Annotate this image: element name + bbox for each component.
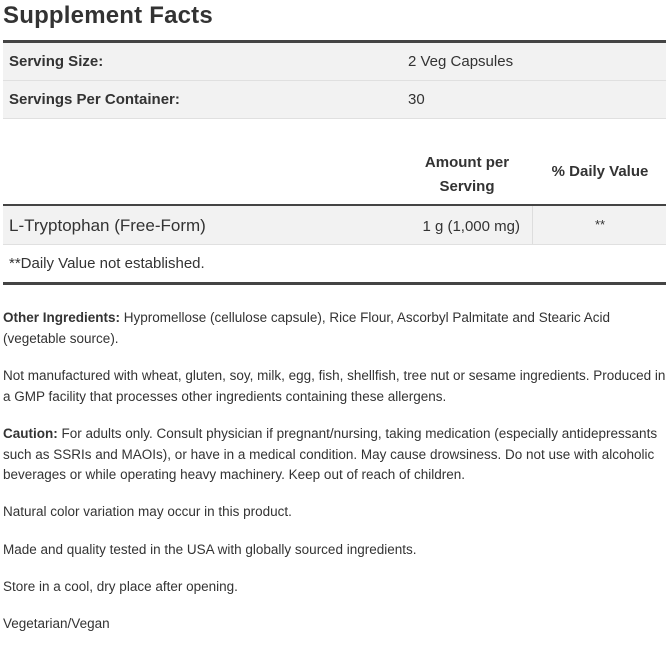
serving-size-label: Serving Size: bbox=[9, 53, 104, 70]
nutrient-row bbox=[3, 206, 666, 245]
table-header bbox=[3, 146, 666, 204]
color-variation-note: Natural color variation may occur in this product. bbox=[3, 504, 292, 520]
spacer bbox=[3, 119, 666, 146]
footnote-row bbox=[3, 245, 666, 282]
supplement-facts-title: Supplement Facts bbox=[3, 2, 213, 29]
caution-text: For adults only. Consult physician if pregnant/nursing, taking medication (especially antidepressants such as SSRIs and MAOIs), or have in a medical condition. May cause drowsiness. Do not use with alcoholic beverages or while operating heavy machinery. Keep out of reach of children. bbox=[3, 425, 658, 483]
daily-value-footnote: **Daily Value not established. bbox=[9, 255, 205, 272]
allergen-statement: Not manufactured with wheat, gluten, soy, milk, egg, fish, shellfish, tree nut or sesame ingredients. Produced in a GMP facility that processes other ingredients containing these allergens. bbox=[3, 367, 666, 404]
nutrient-amount: 1 g (1,000 mg) bbox=[422, 218, 520, 235]
nutrient-daily-value: ** bbox=[594, 217, 606, 232]
diet-note: Vegetarian/Vegan bbox=[3, 616, 110, 632]
storage-note: Store in a cool, dry place after opening. bbox=[3, 578, 238, 594]
amount-header-line1: Amount per bbox=[424, 154, 510, 171]
column-divider bbox=[532, 206, 533, 244]
daily-value-header: % Daily Value bbox=[551, 163, 649, 180]
made-in-usa-note: Made and quality tested in the USA with globally sourced ingredients. bbox=[3, 541, 417, 557]
servings-per-container-row bbox=[3, 81, 666, 119]
caution-statement bbox=[3, 424, 667, 486]
amount-header-line2: Serving bbox=[439, 178, 495, 195]
supplement-facts-panel bbox=[3, 40, 666, 285]
other-ingredients bbox=[3, 308, 667, 349]
product-notes bbox=[3, 308, 667, 651]
nutrient-name: L-Tryptophan (Free-Form) bbox=[9, 216, 206, 235]
serving-size-row bbox=[3, 43, 666, 81]
servings-per-container-label: Servings Per Container: bbox=[9, 91, 180, 108]
serving-size-value: 2 Veg Capsules bbox=[408, 53, 514, 70]
other-ingredients-label: Other Ingredients: bbox=[3, 310, 121, 325]
bottom-rule bbox=[3, 282, 666, 285]
caution-label: Caution: bbox=[3, 425, 58, 441]
other-ingredients-text: Hypromellose (cellulose capsule), Rice Flour, Ascorbyl Palmitate and Stearic Acid (vegetable source). bbox=[3, 310, 610, 346]
servings-per-container-value: 30 bbox=[408, 91, 425, 108]
amount-per-serving-header bbox=[402, 151, 532, 199]
